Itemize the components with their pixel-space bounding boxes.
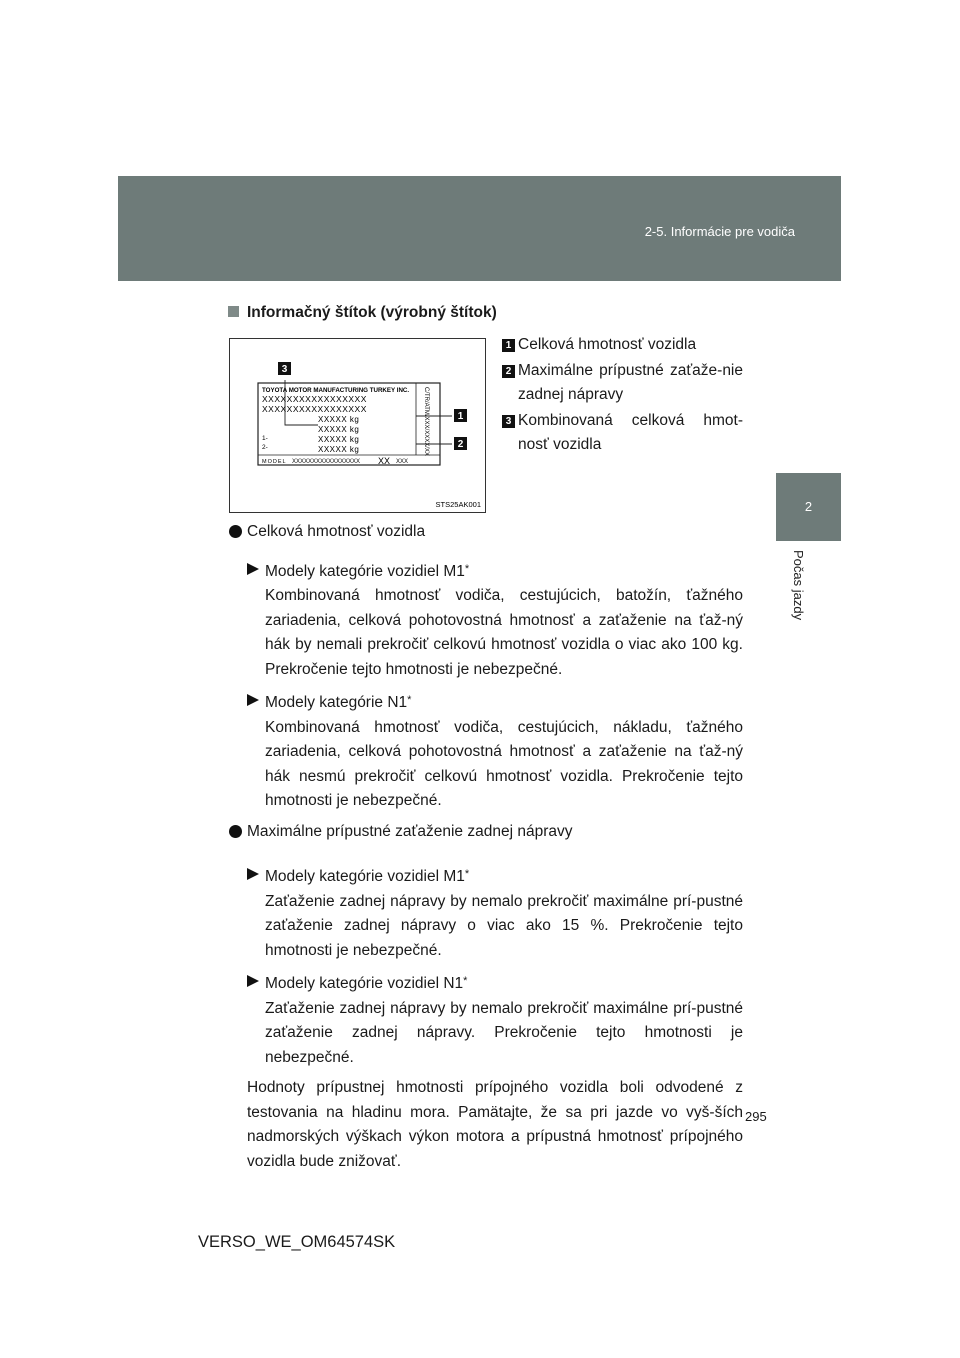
sub-item [229, 557, 743, 683]
model-suffix-2: XXX [396, 459, 409, 465]
triangle-bullet-icon [247, 694, 259, 706]
legend-number: 3 [502, 415, 515, 428]
model-label: MODEL [262, 459, 287, 465]
vehicle-plate-illustration [230, 339, 485, 512]
sub-title: Modely kategórie vozidiel N1 [265, 975, 464, 992]
chapter-tab[interactable]: 2 [776, 473, 841, 541]
sub-item [229, 969, 743, 1070]
sub-body: Kombinovaná hmotnosť vodiča, cestujúcich, batožín, ťažného zariadenia, celková pohotovostná hmotnosť a zaťaženie na ťaž-ný hák by nemali prekročiť celkovú hmotnosť vozidla o viac ako 100 kg. Prekročenie tejto hmotnosti je nebezpečné. [265, 587, 743, 678]
document-code: VERSO_WE_OM64574SK [198, 1233, 396, 1251]
model-value: XXXXXXXXXXXXXXXXX [292, 459, 361, 465]
plate-kg-2: XXXXX kg [318, 425, 360, 434]
sub-item [229, 688, 743, 814]
sub-body: Zaťaženie zadnej nápravy by nemalo prekročiť maximálne prí-pustné zaťaženie zadnej nápravy. Prekročenie tejto hmotnosti je nebezpečné. [265, 999, 743, 1066]
triangle-bullet-icon [247, 868, 259, 880]
plate-row-2: XXXXXXXXXXXXXXXXX [262, 404, 367, 414]
square-bullet-icon [228, 306, 239, 317]
sub-body: Zaťaženie zadnej nápravy by nemalo prekročiť maximálne prí-pustné zaťaženie zadnej nápravy o viac ako 15 %. Prekročenie tejto hmotnosti je nebezpečné. [265, 892, 743, 959]
sub-title: Modely kategórie vozidiel M1 [265, 868, 465, 885]
legend-text: Maximálne prípustné zaťaže-nie zadnej nápravy [518, 362, 743, 403]
page-number: 295 [745, 1109, 767, 1124]
plate-row-1: XXXXXXXXXXXXXXXXX [262, 394, 367, 404]
legend [500, 333, 743, 457]
sub-title: Modely kategórie N1 [265, 694, 408, 711]
section-title: Informačný štítok (výrobný štítok) [228, 304, 497, 322]
footnote-star: * [407, 694, 412, 706]
triangle-bullet-icon [247, 563, 259, 575]
plate-header: TOYOTA MOTOR MANUFACTURING TURKEY INC. [262, 387, 410, 394]
sub-item [229, 862, 743, 963]
callout-1: 1 [457, 411, 464, 422]
round-bullet-icon [229, 525, 242, 538]
axle-label-2: 2- [262, 444, 268, 451]
axle-label-1: 1- [262, 435, 268, 442]
callout-3: 3 [281, 364, 288, 375]
legend-text: Kombinovaná celková hmot-nosť vozidla [518, 412, 743, 453]
round-bullet-icon [229, 825, 242, 838]
plate-kg-3: XXXXX kg [318, 435, 360, 444]
legend-number: 2 [502, 365, 515, 378]
legend-item [500, 359, 743, 407]
legend-item [500, 333, 743, 357]
figure-code: STS25AK001 [435, 500, 481, 509]
plate-side-text: C/TR/ATM/XXX/XXXX/XX [423, 387, 429, 456]
model-suffix-1: XX [378, 456, 391, 466]
footnote-star: * [464, 562, 470, 575]
sub-body: Kombinovaná hmotnosť vodiča, cestujúcich, nákladu, ťažného zariadenia, celková pohotovostná hmotnosť a zaťaženie na ťaž-ný hák nesmú prekročiť celkovú hmotnosť vozidla. Prekročenie tejto hmotnosti je nebezpečné. [265, 718, 743, 809]
plate-kg-1: XXXXX kg [318, 415, 360, 424]
triangle-bullet-icon [247, 975, 259, 987]
section-breadcrumb: 2-5. Informácie pre vodiča [644, 224, 795, 239]
legend-number: 1 [502, 339, 515, 352]
legend-item [500, 409, 743, 457]
bullet-heading: Maximálne prípustné zaťaženie zadnej nápravy [229, 820, 743, 845]
main-content [229, 520, 743, 1174]
header-bar [118, 176, 841, 281]
sub-title: Modely kategórie vozidiel M1 [265, 562, 465, 580]
chapter-title: Počas jazdy [791, 550, 806, 621]
footnote-star: * [464, 868, 470, 880]
plate-kg-4: XXXXX kg [318, 445, 360, 454]
callout-2: 2 [457, 439, 464, 450]
footnote-star: * [463, 975, 468, 987]
bullet-heading: Celková hmotnosť vozidla [229, 520, 743, 545]
legend-text: Celková hmotnosť vozidla [518, 336, 697, 353]
label-figure [229, 338, 486, 513]
closing-paragraph: Hodnoty prípustnej hmotnosti prípojného vozidla boli odvodené z testovania na hladinu mora. Pamätajte, že sa pri jazde vo vyš-ších nadmorských výškach výkon motora a prípustná hmotnosť prípojného vozidla bude znižovať. [247, 1079, 743, 1170]
